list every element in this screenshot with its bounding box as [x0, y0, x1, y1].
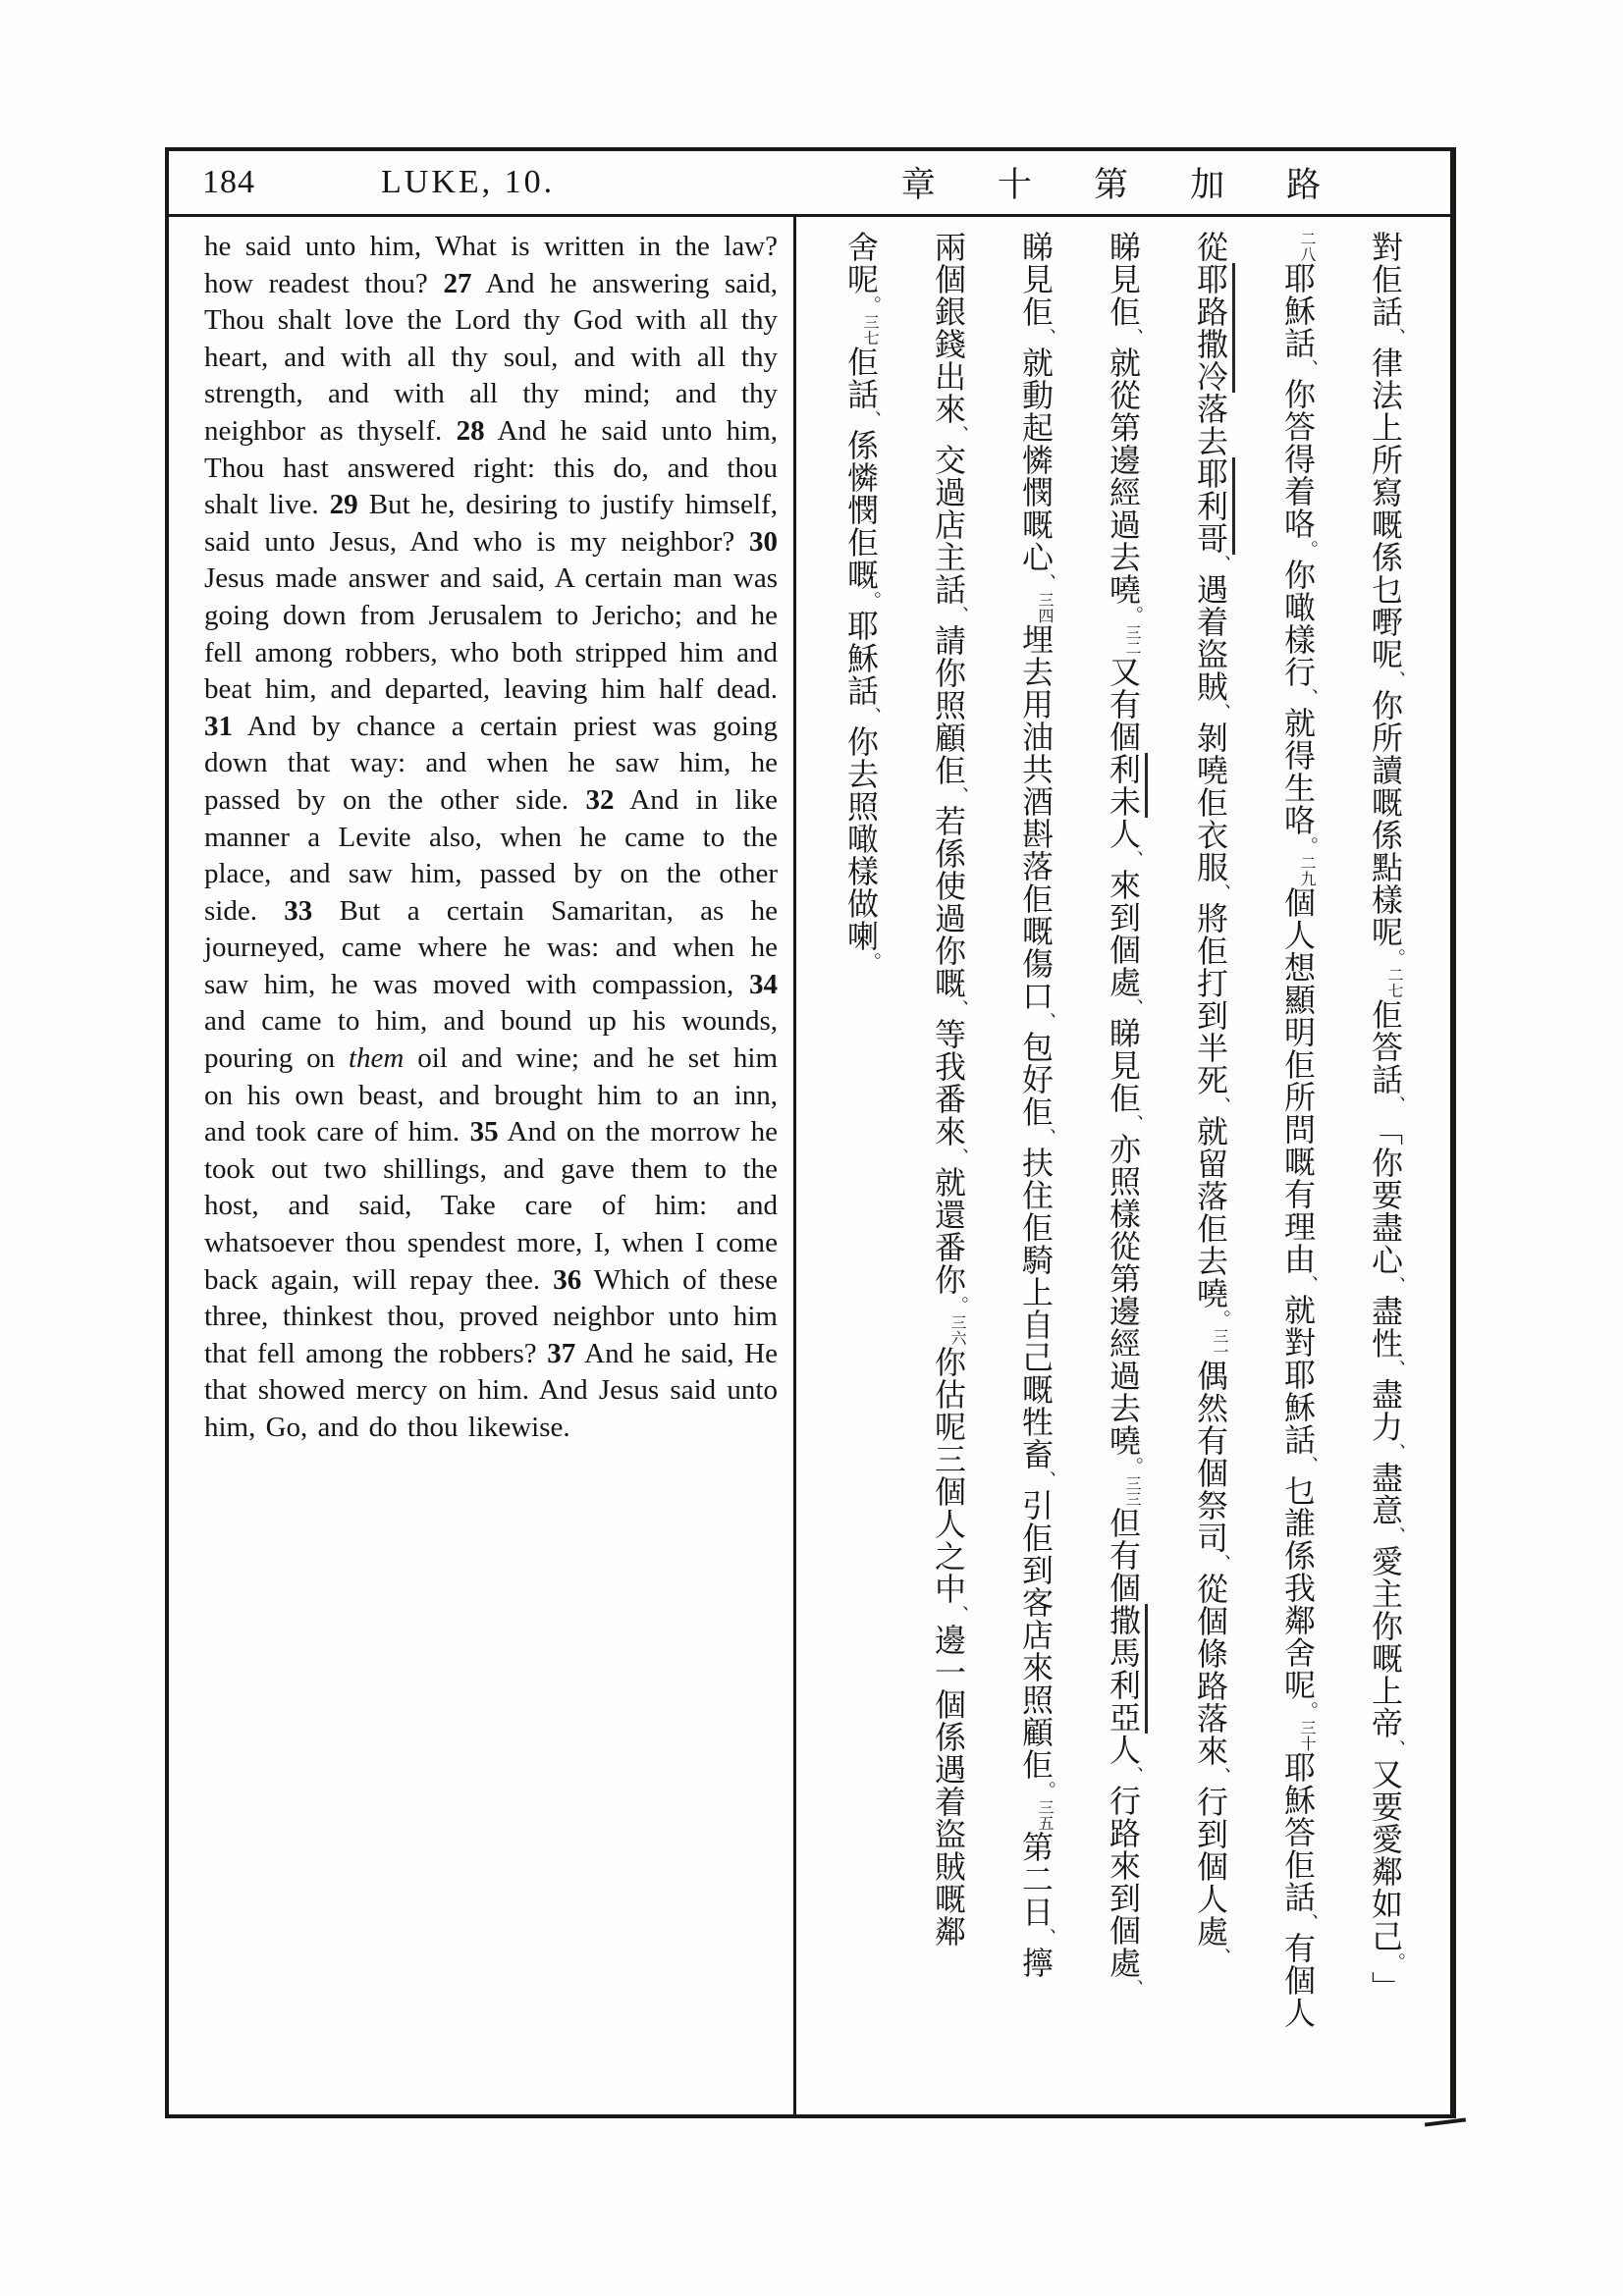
text-run: 、: [860, 707, 882, 725]
text-run: 從個條路落來: [1192, 1573, 1229, 1767]
verse-number-note: 三六: [948, 1314, 967, 1346]
proper-noun-marked: 撒馬利亞: [1105, 1604, 1148, 1734]
text-run: But a certain Samaritan, as he journeyed, came where he was: and when he saw him, he was moved with compassion,: [204, 894, 779, 1000]
verse-number-note: 三五: [1036, 1799, 1055, 1831]
text-run: But he, desiring to justify himself, said unto Jesus, And who is my neighbor?: [204, 489, 778, 558]
text-run: 又要愛鄰如己: [1367, 1758, 1404, 1952]
text-run: 你去照噉樣做喇: [842, 725, 880, 952]
text-run: 偶然有個祭司: [1192, 1360, 1229, 1554]
text-run: 、: [1122, 850, 1144, 869]
text-run: 、: [1297, 359, 1319, 378]
english-column: [204, 229, 778, 1447]
chinese-columns: [817, 231, 1429, 2096]
text-run: 扶住佢騎上自己嘅牲畜: [1017, 1147, 1055, 1470]
text-run: 就留落佢去嘵: [1192, 1115, 1229, 1309]
text-run: 、: [1210, 1554, 1231, 1573]
page-number: 184: [202, 164, 255, 200]
text-run: 落去: [1192, 393, 1229, 457]
text-run: 對佢話: [1367, 231, 1404, 328]
text-run: 。: [860, 295, 882, 314]
text-run: 請你照顧佢: [930, 624, 967, 786]
text-run: 但有個: [1105, 1507, 1142, 1604]
text-run: 佢答話: [1367, 998, 1404, 1095]
header-left: [169, 164, 797, 201]
proper-noun-marked: 耶利哥: [1192, 457, 1235, 555]
verse-number-note: 二七: [1385, 967, 1404, 998]
text-run: 。: [1122, 1457, 1144, 1475]
verse-number: 31: [204, 710, 233, 742]
text-run: 你所讀嘅係點樣呢: [1367, 689, 1404, 948]
verse-number-note: 三十: [1298, 1720, 1317, 1751]
verse-number-note: 二八: [1298, 231, 1317, 262]
text-run: 、: [1384, 1526, 1406, 1545]
text-run: 律法上所寫嘅係乜嘢呢: [1367, 347, 1404, 670]
verse-number-note: 三三: [1123, 1475, 1142, 1507]
text-run: 個人想顯明佢所問嘅有理由: [1279, 886, 1317, 1275]
text-run: 等我番來: [930, 1018, 967, 1148]
text-run: Which of these three, thinkest thou, proved neighbor unto him that fell among the robbers?: [204, 1263, 778, 1369]
chinese-column: [1254, 231, 1341, 2096]
text-run: 你噉樣行: [1279, 559, 1317, 688]
chinese-column: [1079, 231, 1166, 2096]
text-run: 。: [1035, 1781, 1056, 1799]
text-run: Jesus made answer and said, A certain man was going down from Jerusalem to Jericho; and he fell among robbers, who both stripped him and beat him, and departed, leaving him half dead.: [204, 562, 778, 706]
text-run: 、: [1122, 1766, 1144, 1785]
text-run: 、: [1210, 703, 1231, 721]
text-run: 佢話: [842, 346, 880, 410]
text-run: 、: [1035, 573, 1056, 592]
text-run: 、: [1297, 688, 1319, 707]
text-run: 。: [1122, 606, 1144, 624]
text-run: 。: [1297, 836, 1319, 855]
text-run: 交過店主話: [930, 444, 967, 606]
chinese-column: [904, 231, 992, 2096]
text-run: 、: [1297, 1913, 1319, 1932]
text-run: 、: [1122, 998, 1144, 1017]
text-run: 、: [860, 410, 882, 429]
text-run: 睇見佢: [1105, 231, 1142, 328]
text-run: 行到個人處: [1192, 1786, 1229, 1948]
text-run: 亦照樣從第邊經過去嘵: [1105, 1133, 1142, 1457]
text-run: 又有個: [1105, 656, 1142, 753]
text-run: 。: [947, 1296, 969, 1314]
text-run: 、: [947, 999, 969, 1018]
text-run: 睇見佢: [1017, 231, 1055, 328]
text-run: 、: [1297, 1456, 1319, 1474]
text-run: and came to him, and bound up his wounds, pouring on: [204, 1005, 778, 1075]
verse-number-note: 二九: [1298, 855, 1317, 886]
text-run: 擰: [1017, 1947, 1055, 1979]
text-run: 、: [1210, 1096, 1231, 1115]
text-run: 。: [1297, 540, 1319, 559]
verse-number: 34: [749, 968, 778, 1000]
text-run: 遇着盜賊: [1192, 573, 1229, 703]
text-run: 、: [1297, 1275, 1319, 1294]
text-run: 、: [1035, 1012, 1056, 1031]
text-run: 、: [1210, 883, 1231, 902]
text-run: 就對耶穌話: [1279, 1294, 1317, 1456]
text-run: 。: [1384, 948, 1406, 967]
page-header: [169, 151, 1450, 217]
text-run: 、: [947, 1148, 969, 1166]
verse-number-note: 三四: [1036, 592, 1055, 623]
text-run: 兩個銀錢出來: [930, 231, 967, 425]
text-run: 、: [947, 1605, 969, 1624]
text-run: 、: [1035, 1470, 1056, 1489]
page-frame: [165, 147, 1456, 2118]
chinese-column: [1166, 231, 1254, 2096]
text-run: And by chance a certain priest was going down that way: and when he saw him, he passed by on the other side.: [204, 710, 778, 816]
text-run: 愛主你嘅上帝: [1367, 1545, 1404, 1739]
text-run: 你估呢三個人之中: [930, 1346, 967, 1605]
verse-number: 32: [585, 783, 615, 816]
verse-number: 28: [456, 414, 485, 447]
text-run: 、: [1122, 1114, 1144, 1133]
text-run: 來到個處: [1105, 869, 1142, 998]
text-run: 引佢到客店來照顧佢: [1017, 1489, 1055, 1781]
text-run: 有個人: [1279, 1932, 1317, 2029]
text-run: 、: [947, 786, 969, 805]
verse-number-note: 三一: [1211, 1328, 1229, 1360]
header-title-english: LUKE, 10.: [381, 164, 556, 200]
english-paragraph: [204, 229, 778, 1447]
text-run: 第二日: [1017, 1831, 1055, 1928]
text-run: 」: [1367, 1971, 1404, 2003]
text-run: 、: [1035, 1128, 1056, 1147]
text-run: 就從第邊經過去嘵: [1105, 347, 1142, 606]
text-run: And he answering said, Thou shalt love the Lord thy God with all thy heart, and with all thy soul, and with all thy strength, and with all thy mind; and thy neighbor as thyself.: [204, 267, 778, 447]
text-run: 係憐憫佢嘅: [842, 429, 880, 591]
text-run: 睇見佢: [1105, 1017, 1142, 1114]
text-run: 、: [1210, 555, 1231, 573]
text-run: 耶穌話: [842, 610, 880, 707]
column-divider: [793, 217, 796, 2114]
text-run: 就還番你: [930, 1166, 967, 1296]
verse-number-note: 三七: [861, 314, 880, 346]
text-run: 、: [1035, 328, 1056, 347]
verse-number: 30: [749, 525, 778, 558]
verse-number: 27: [443, 267, 472, 299]
text-run: 、: [1384, 670, 1406, 689]
text-run: 、: [1384, 1095, 1406, 1114]
text-run: 就動起憐憫嘅心: [1017, 347, 1055, 573]
text-run: 。: [860, 591, 882, 610]
text-run: 、: [1384, 1276, 1406, 1295]
chinese-column: [992, 231, 1079, 2096]
scan-artifact-dash: [1425, 2117, 1466, 2126]
text-run: 、: [1122, 1979, 1144, 1998]
verse-number: 33: [284, 894, 313, 927]
text-run: 「你要盡心: [1367, 1114, 1404, 1276]
text-run: And he said, He that showed mercy on him. And Jesus said unto him, Go, and do thou likewise.: [204, 1337, 778, 1443]
text-run: And on the morrow he took out two shillings, and gave them to the host, and said, Take care of him: and whatsoever thou spendest more, I, when I come back again, will repay thee.: [204, 1116, 778, 1296]
text-run: 、: [1384, 1739, 1406, 1758]
text-run: 。: [1210, 1309, 1231, 1328]
text-run: 耶穌話: [1279, 262, 1317, 359]
text-run: 、: [1210, 1767, 1231, 1786]
verse-number: 36: [553, 1263, 582, 1296]
text-run: 若係使過你嘅: [930, 805, 967, 999]
text-run: 你答得着咯: [1279, 378, 1317, 540]
verse-number: 29: [329, 489, 358, 521]
chinese-column: [1341, 231, 1429, 2096]
text-run: 剝嘵佢衣服: [1192, 721, 1229, 883]
chinese-column: [817, 231, 904, 2096]
text-run: oil and wine; and he set him on his own beast, and brought him to an inn, and took care of him.: [204, 1042, 778, 1148]
text-run: 耶穌答佢話: [1279, 1751, 1317, 1913]
text-run: 、: [1384, 328, 1406, 347]
emphasized-word: them: [348, 1042, 405, 1075]
text-run: 埋去用油共酒斟落佢嘅傷口: [1017, 623, 1055, 1012]
text-run: 、: [1035, 1928, 1056, 1947]
text-run: 、: [1384, 1443, 1406, 1462]
text-run: 、: [947, 606, 969, 624]
text-run: 、: [1210, 1948, 1231, 1966]
text-run: And in like manner a Levite also, when he came to the place, and saw him, passed by on the other side.: [204, 783, 779, 927]
text-run: 人: [1105, 818, 1142, 850]
text-run: 乜誰係我鄰舍呢: [1279, 1474, 1317, 1701]
text-run: 、: [1384, 1360, 1406, 1378]
text-run: 盡性: [1367, 1295, 1404, 1360]
text-run: 。: [1297, 1701, 1319, 1720]
verse-number: 35: [469, 1116, 499, 1148]
text-run: 就得生咯: [1279, 707, 1317, 836]
verse-number-note: 三二: [1123, 624, 1142, 656]
text-run: 從: [1192, 231, 1229, 263]
text-run: 包好佢: [1017, 1031, 1055, 1128]
proper-noun-marked: 利未: [1105, 753, 1148, 818]
text-run: 。: [1384, 1952, 1406, 1971]
text-run: 。: [860, 952, 882, 971]
text-run: 人: [1105, 1734, 1142, 1766]
header-title-chinese: 章 十 第 加 路: [900, 166, 1347, 205]
verse-number: 37: [547, 1337, 576, 1369]
text-run: 、: [1122, 328, 1144, 347]
text-run: 、: [947, 425, 969, 444]
text-run: he said unto him, What is written in the law? how readest thou?: [204, 231, 778, 299]
text-run: 行路來到個處: [1105, 1785, 1142, 1979]
text-run: 邊一個係遇着盜賊嘅鄰: [930, 1624, 967, 1948]
text-run: 盡意: [1367, 1462, 1404, 1526]
text-run: And he said unto him, Thou hast answered right: this do, and thou shalt live.: [204, 414, 779, 521]
text-run: 盡力: [1367, 1378, 1404, 1443]
text-run: 將佢打到半死: [1192, 902, 1229, 1096]
text-run: 舍呢: [842, 231, 880, 295]
proper-noun-marked: 耶路撒冷: [1192, 263, 1235, 393]
